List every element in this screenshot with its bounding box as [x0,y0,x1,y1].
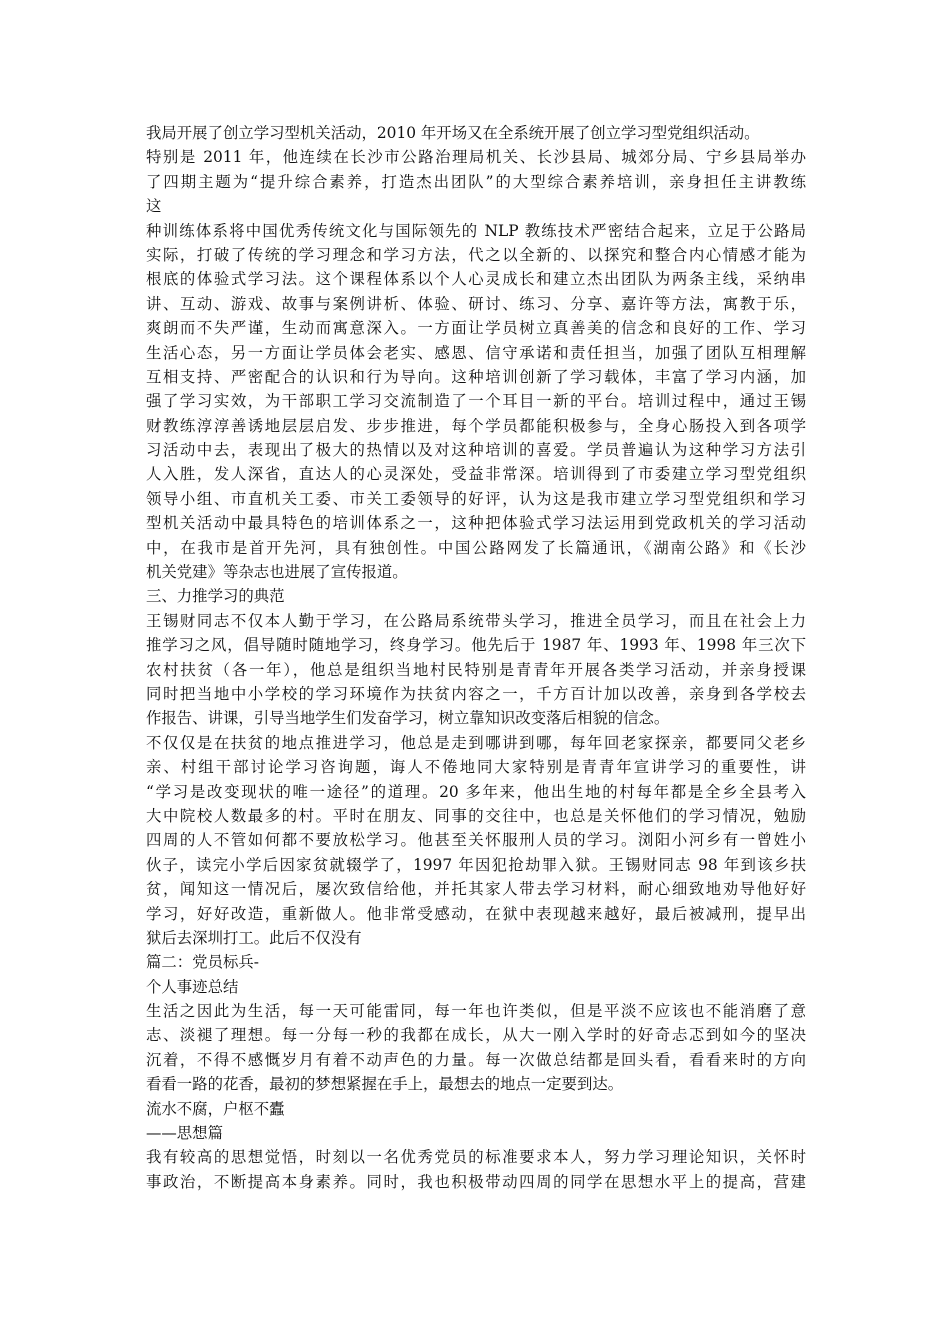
text-line: 王锡财同志不仅本人勤于学习，在公路局系统带头学习，推进全员学习，而且在社会上力 [146,611,806,630]
text-line: 个人事迹总结 [146,977,239,996]
text-line: 看看一路的花香，最初的梦想紧握在手上，最想去的地点一定要到达。 [146,1075,624,1094]
text-line: 实际，打破了传统的学习理念和学习方法，代之以全新的、以探究和整合内心情感才能为 [146,245,806,264]
text-line: 我局开展了创立学习型机关活动，2010 年开场又在全系统开展了创立学习型党组织活动。 [146,124,760,142]
text-line: 四周的人不管如何都不要放松学习。他甚至关怀服刑人员的学习。浏阳小河乡有一曾姓小 [146,831,806,850]
text-line: 讲、互动、游戏、故事与案例讲析、体验、研讨、练习、分享、嘉许等方法，寓教于乐， [146,294,806,313]
text-line: 事政治，不断提高本身素养。同时，我也积极带动四周的同学在思想水平上的提高，营建 [146,1172,806,1191]
text-line: 伙子，读完小学后因家贫就辍学了，1997 年因犯抢劫罪入狱。王锡财同志 98 年到该乡扶 [146,855,806,874]
text-line: 不仅仅是在扶贫的地点推进学习，他总是走到哪讲到哪，每年回老家探亲，都要同父老乡 [146,733,806,752]
text-line: 贫，闻知这一情况后，屡次致信给他，并托其家人带去学习材料，耐心细致地劝导他好好 [146,880,806,899]
text-line: ——思想篇 [146,1124,223,1143]
text-line: 了四期主题为“提升综合素养，打造杰出团队”的大型综合素养培训，亲身担任主讲教练 [146,172,806,191]
text-line: 亲、村组干部讨论学习咨询题，诲人不倦地同大家特别是青青年宣讲学习的重要性，讲 [146,758,806,777]
text-line: 机关党建》等杂志也进展了宣传报道。 [146,563,408,582]
text-line: 财教练淳淳善诱地层层启发、步步推进，每个学员都能积极参与，全身心肠投入到各项学 [146,416,806,435]
text-line: 这 [146,197,162,216]
text-line: 志、淡褪了理想。每一分每一秒的我都在成长，从大一刚入学时的好奇忐忑到如今的坚决 [146,1026,806,1045]
text-line: 种训练体系将中国优秀传统文化与国际领先的 NLP 教练技术严密结合起来，立足于公路局 [146,221,806,240]
text-line: 互相支持、严密配合的认识和行为导向。这种培训创新了学习载体，丰富了学习内涵，加 [146,367,806,386]
text-line: 大中院校人数最多的村。平时在朋友、同事的交往中，也总是关怀他们的学习情况，勉励 [146,806,806,825]
text-line: 生活之因此为生活，每一天可能雷同，每一年也许类似，但是平淡不应该也不能消磨了意 [146,1002,806,1021]
text-line: 型机关活动中最具特色的培训体系之一，这种把体验式学习法运用到党政机关的学习活动 [146,514,806,533]
text-line: 同时把当地中小学校的学习环境作为扶贫内容之一，千方百计加以改善，亲身到各学校去 [146,684,806,703]
text-line: 农村扶贫（各一年），他总是组织当地村民特别是青青年开展各类学习活动，并亲身授课 [146,660,806,679]
text-line: 生活心态，另一方面让学员体会老实、感恩、信守承诺和责任担当，加强了团队互相理解 [146,343,806,362]
text-line: 三、力推学习的典范 [146,587,285,606]
text-line: 学习，好好改造，重新做人。他非常受感动，在狱中表现越来越好，最后被减刑，提早出 [146,904,806,923]
text-line: 篇二：党员标兵- [146,953,259,972]
text-line: 推学习之风，倡导随时随地学习，终身学习。他先后于 1987 年、1993 年、1998 年三次下 [146,636,806,655]
text-line: 强了学习实效，为干部职工学习交流制造了一个耳目一新的平台。培训过程中，通过王锡 [146,392,806,411]
text-line: 特别是 2011 年，他连续在长沙市公路治理局机关、长沙县局、城郊分局、宁乡县局举办 [146,148,806,167]
text-line: “学习是改变现状的唯一途径”的道理。20 多年来，他出生地的村每年都是全乡全县考入 [146,782,806,801]
text-line: 领导小组、市直机关工委、市关工委领导的好评，认为这是我市建立学习型党组织和学习 [146,489,806,508]
text-line: 习活动中去，表现出了极大的热情以及对这种培训的喜爱。学员普遍认为这种学习方法引 [146,441,806,460]
text-line: 狱后去深圳打工。此后不仅没有 [146,928,362,947]
document-body [146,121,806,1194]
text-line: 根底的体验式学习法。这个课程体系以个人心灵成长和建立杰出团队为两条主线，采纳串 [146,270,806,289]
text-line: 人入胜，发人深省，直达人的心灵深处，受益非常深。培训得到了市委建立学习型党组织 [146,465,806,484]
text-line: 中，在我市是首开先河，具有独创性。中国公路网发了长篇通讯，《湖南公路》和《长沙 [146,538,806,557]
text-line: 作报告、讲课，引导当地学生们发奋学习，树立靠知识改变落后相貌的信念。 [146,709,670,728]
text-line: 我有较高的思想觉悟，时刻以一名优秀党员的标准要求本人，努力学习理论知识，关怀时 [146,1148,806,1167]
text-line: 爽朗而不失严谨，生动而寓意深入。一方面让学员树立真善美的信念和良好的工作、学习 [146,319,806,338]
text-line: 沉着，不得不感慨岁月有着不动声色的力量。每一次做总结都是回头看，看看来时的方向 [146,1050,806,1069]
text-line: 流水不腐，户枢不蠹 [146,1099,285,1118]
